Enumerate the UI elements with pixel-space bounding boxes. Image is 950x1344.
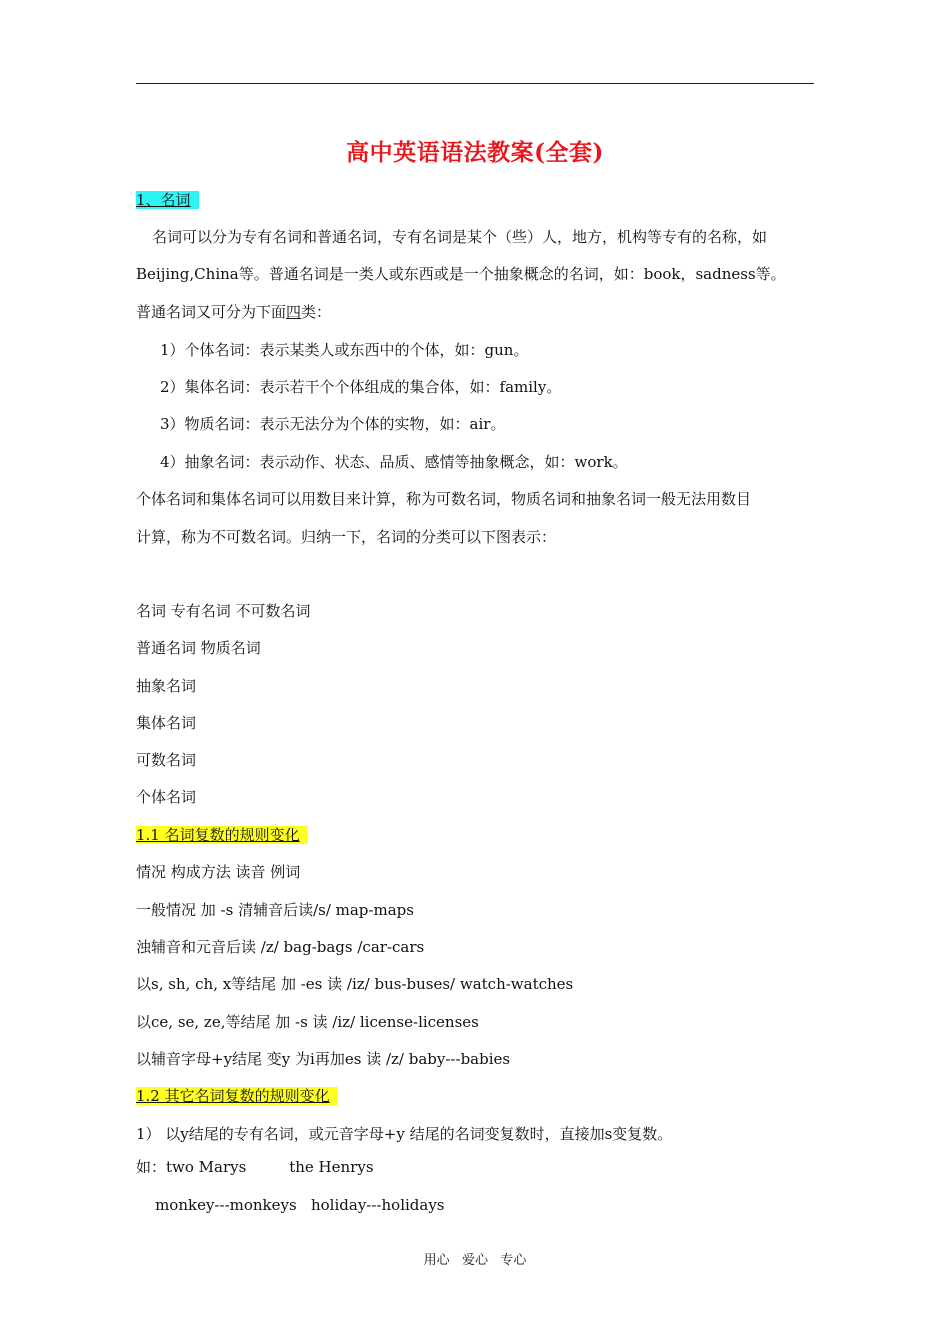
table-line: 以ce, se, ze,等结尾 加 -s 读 /iz/ license-licenses — [136, 1013, 479, 1031]
list-item: 2）集体名词：表示若干个个体组成的集合体，如：family。 — [160, 378, 562, 396]
list-item: 3）物质名词：表示无法分为个体的实物，如：air。 — [160, 415, 506, 433]
section-heading-text: 1、名词 — [136, 191, 199, 209]
tree-line: 个体名词 — [136, 788, 197, 806]
tree-line: 集体名词 — [136, 714, 197, 732]
section-heading-text: 1.1 名词复数的规则变化 — [136, 826, 308, 844]
paragraph-line: 个体名词和集体名词可以用数目来计算，称为可数名词，物质名词和抽象名词一般无法用数目 — [136, 490, 752, 508]
tree-line: 抽象名词 — [136, 677, 197, 695]
example-line: monkey---monkeys holiday---holidays — [136, 1196, 445, 1214]
page-footer: 用心 爱心 专心 — [423, 1253, 527, 1268]
tree-line: 可数名词 — [136, 751, 197, 769]
table-line: 浊辅音和元音后读 /z/ bag-bags /car-cars — [136, 938, 425, 956]
list-item: 1）个体名词：表示某类人或东西中的个体，如：gun。 — [160, 341, 529, 359]
section-heading-nouns — [136, 190, 199, 210]
paragraph-line: Beijing,China等。普通名词是一类人或东西或是一个抽象概念的名词，如：book，sadness等。 — [136, 265, 786, 283]
example-line: 如：two Marys the Henrys — [136, 1158, 374, 1176]
section-heading-plural-rules — [136, 825, 308, 845]
paragraph-line: 计算，称为不可数名词。归纳一下，名词的分类可以下图表示： — [136, 528, 557, 546]
paragraph-line: 1） 以y结尾的专有名词，或元音字母+y 结尾的名词变复数时，直接加s变复数。 — [136, 1125, 673, 1143]
text-run: 类： — [301, 303, 332, 321]
tree-line: 名词 专有名词 不可数名词 — [136, 602, 311, 620]
table-line: 情况 构成方法 读音 例词 — [136, 863, 301, 881]
paragraph-line: 名词可以分为专有名词和普通名词，专有名词是某个（些）人，地方，机构等专有的名称，如 — [152, 228, 768, 246]
tree-line: 普通名词 物质名词 — [136, 639, 261, 657]
list-item: 4）抽象名词：表示动作、状态、品质、感情等抽象概念，如：work。 — [160, 453, 628, 471]
table-line: 以s, sh, ch, x等结尾 加 -es 读 /iz/ bus-buses/ watch-watches — [136, 975, 574, 993]
header-rule — [136, 83, 814, 84]
table-line: 一般情况 加 -s 清辅音后读/s/ map-maps — [136, 901, 414, 919]
underlined-text: 四 — [286, 303, 302, 321]
document-title: 高中英语语法教案(全套) — [346, 139, 604, 166]
table-line: 以辅音字母+y结尾 变y 为i再加es 读 /z/ baby---babies — [136, 1050, 511, 1068]
section-heading-other-plural-rules — [136, 1086, 338, 1106]
paragraph-line — [136, 302, 331, 322]
text-run: 普通名词又可分为下面 — [136, 303, 287, 321]
section-heading-text: 1.2 其它名词复数的规则变化 — [136, 1087, 338, 1105]
